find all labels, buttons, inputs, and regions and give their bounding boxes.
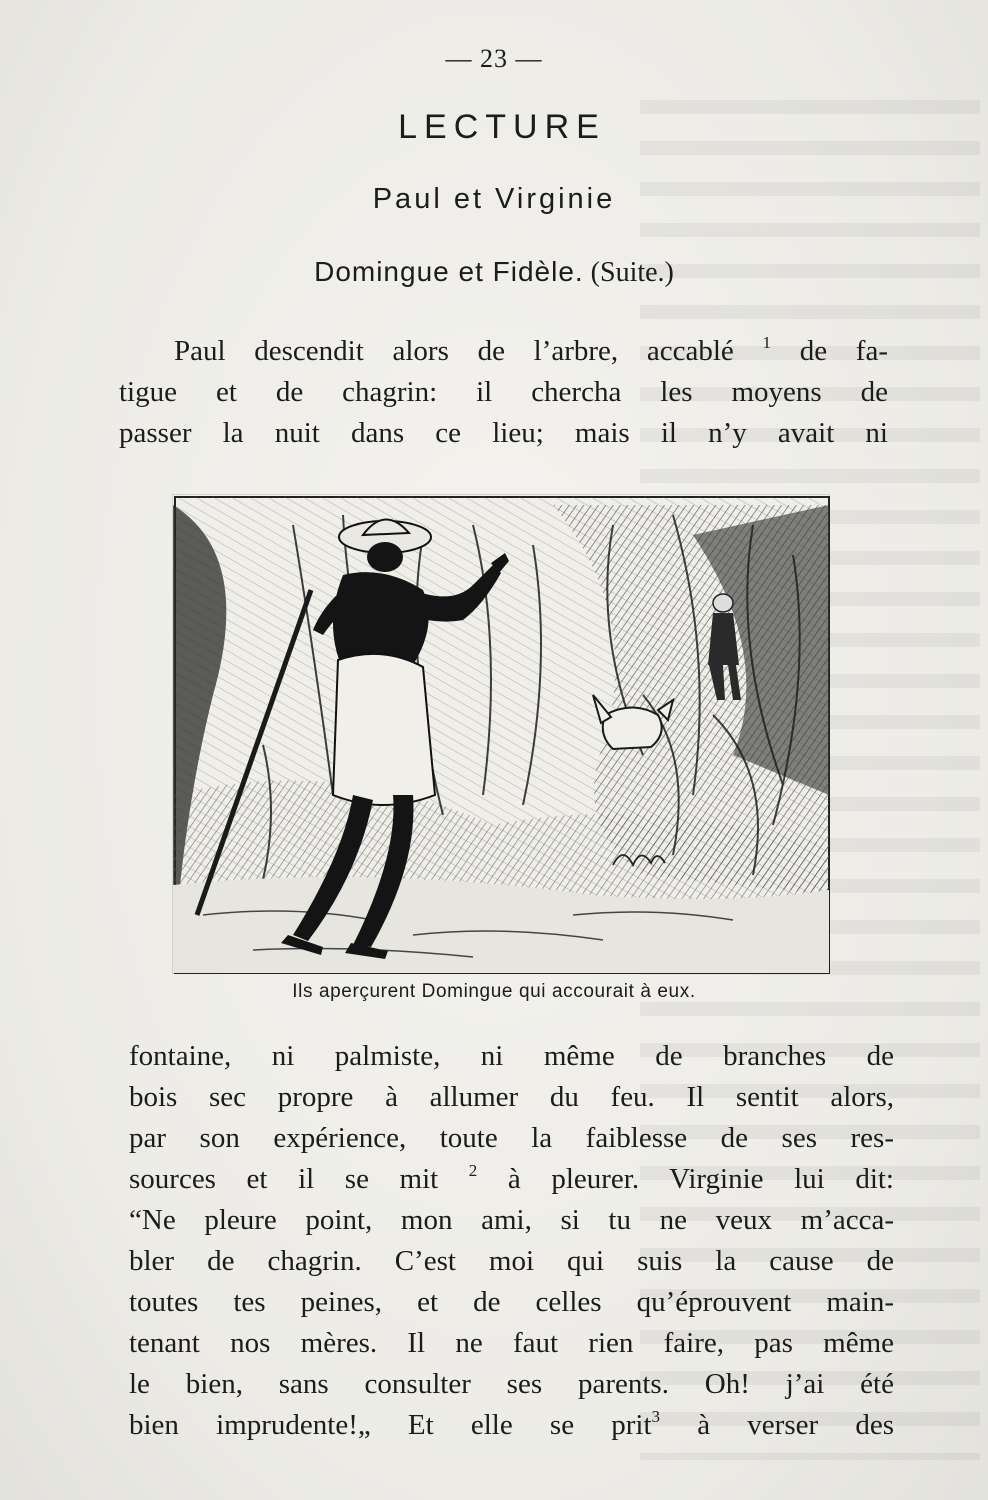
text-line: tenant nos mères. Il ne faut rien faire, pas même — [129, 1327, 894, 1359]
engraving-illustration — [173, 495, 831, 975]
text-line: Paul descendit alors de l’arbre, accablé $^1$ de fa- — [174, 333, 888, 367]
chapter-name: Domingue et Fidèle. — [314, 256, 584, 287]
chapter-note: (Suite.) — [590, 257, 674, 288]
footnote-marker: 1 — [762, 333, 772, 352]
text-line: “Ne pleure point, mon ami, si tu ne veux m’acca- — [129, 1204, 894, 1236]
footnote-marker: 2 — [468, 1161, 478, 1180]
text-line: tigue et de chagrin: il chercha les moyens de — [119, 376, 888, 408]
text-line: sources et il se mit $^2$ à pleurer. Virginie lui dit: — [129, 1161, 894, 1195]
footnote-marker: 3 — [651, 1407, 661, 1426]
text-line: toutes tes peines, et de celles qu’éprouvent main- — [129, 1286, 894, 1318]
text-line: par son expérience, toute la faiblesse de ses res- — [129, 1122, 894, 1154]
illustration — [172, 494, 830, 974]
text-line: bler de chagrin. C’est moi qui suis la cause de — [129, 1245, 894, 1277]
text-line: le bien, sans consulter ses parents. Oh! j’ai été — [129, 1368, 894, 1400]
illustration-caption: Ils aperçurent Domingue qui accourait à eux. — [292, 981, 696, 1002]
chapter-title — [0, 256, 988, 289]
text-line: passer la nuit dans ce lieu; mais il n’y avait ni — [119, 417, 888, 449]
book-title: Paul et Virginie — [372, 183, 616, 215]
text-line: bien imprudente!„ Et elle se prit$^3$ à verser des — [129, 1407, 894, 1441]
text-line: bois sec propre à allumer du feu. Il sentit alors, — [129, 1081, 894, 1113]
text-line: fontaine, ni palmiste, ni même de branches de — [129, 1040, 894, 1072]
page-number: — 23 — — [445, 44, 543, 73]
section-heading: LECTURE — [398, 108, 606, 146]
